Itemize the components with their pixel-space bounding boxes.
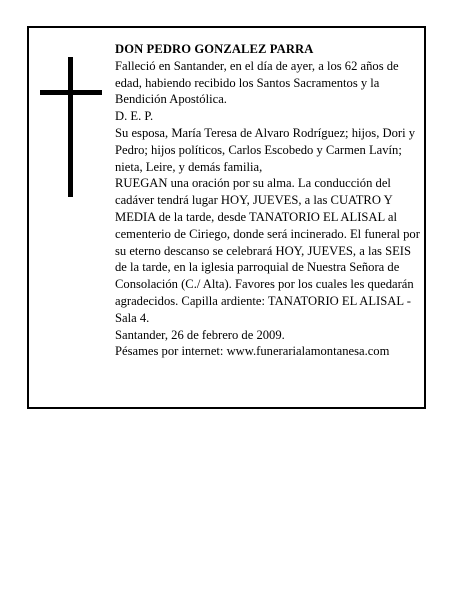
cross-vertical-bar — [68, 57, 73, 197]
cross-horizontal-bar — [40, 90, 102, 95]
notice-text — [115, 41, 422, 360]
obituary-notice — [27, 26, 426, 409]
deceased-name: DON PEDRO GONZALEZ PARRA — [115, 42, 314, 56]
cross-icon — [40, 57, 104, 197]
family-list: Su esposa, María Teresa de Alvaro Rodríguez; hijos, Dori y Pedro; hijos políticos, Carlos Escobedo y Carmen Lavín; nieta, Leire, y demás familia, — [115, 125, 416, 174]
rip-line: D. E. P. — [115, 109, 154, 124]
death-announcement: Falleció en Santander, en el día de ayer, a los 62 años de edad, habiendo recibido los Santos Sacramentos y la Bendición Apostólica. — [115, 58, 399, 107]
condolences-website: Pésames por internet: www.funerarialamontanesa.com — [115, 344, 390, 359]
place-and-date: Santander, 26 de febrero de 2009. — [115, 327, 285, 342]
ceremony-details: RUEGAN una oración por su alma. La conducción del cadáver tendrá lugar HOY, JUEVES, a las CUATRO Y MEDIA de la tarde, desde TANATORIO EL ALISAL al cementerio de Ciriego, donde será incinerado. El funeral por su eterno descanso se celebrará HOY, JUEVES, a las SEIS de la tarde, en la iglesia parroquial de Nuestra Señora de Consolación (C./ Alta). Favores por los cuales les quedarán agradecidos. Capilla ardiente: TANATORIO EL ALISAL - Sala 4. — [115, 176, 420, 325]
